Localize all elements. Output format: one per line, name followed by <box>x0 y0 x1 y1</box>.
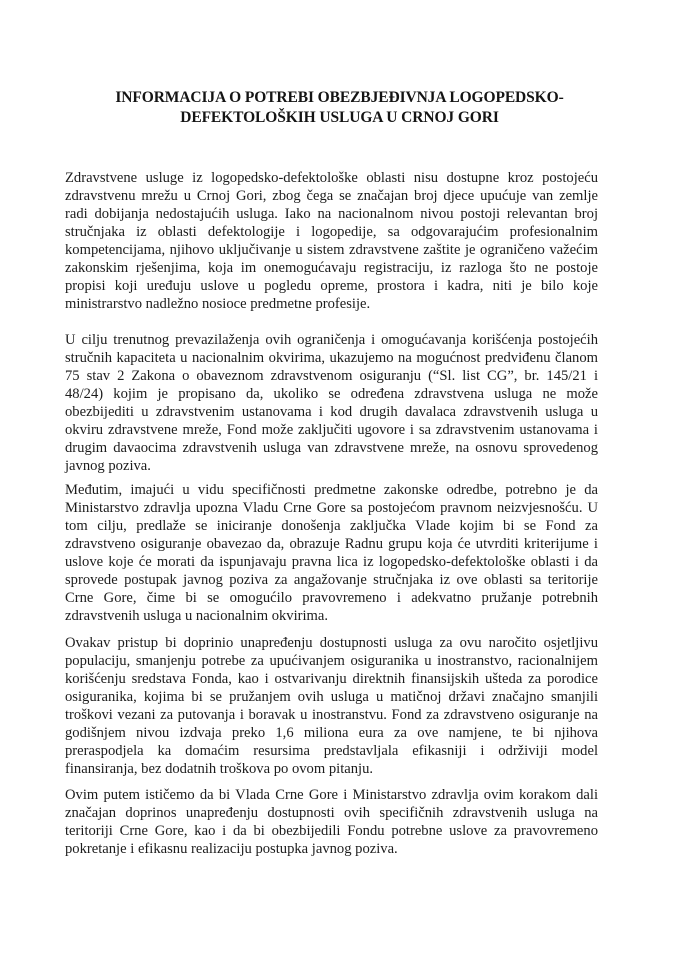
text-line: Zdravstvene usluge iz logopedsko-defektološke oblasti nisu dostupne kroz postojeću <box>65 170 598 186</box>
text-line: Ovakav pristup bi doprinio unapređenju dostupnosti usluga za ovu naročito osjetljivu <box>65 635 598 651</box>
text-line: 48/24) kojim je propisano da, ukoliko se određena zdravstvena usluga ne može <box>65 386 598 402</box>
text-line: Ovim putem ističemo da bi Vlada Crne Gore i Ministarstvo zdravlja ovim korakom dali <box>65 787 598 803</box>
paragraph-5 <box>65 786 598 858</box>
text-line: zdravstveno osiguranje obavezao da, obrazuje Radnu grupu koja će utvrditi kriterijume i <box>65 536 598 552</box>
text-line: teritoriji Crne Gore, kao i da bi obezbijedili Fondu potrebne uslove za pravovremeno <box>65 823 598 839</box>
paragraph-4 <box>65 634 598 778</box>
text-line: obezbijediti u zdravstvenim ustanovama i kod drugih davalaca zdravstvenih usluga u <box>65 404 598 420</box>
text-line: stručnih kapaciteta u nacionalnim okvirima, ukazujemo na mogućnost predviđenu članom <box>65 350 598 366</box>
text-line: okviru zdravstvene mreže, Fond može zaključiti ugovore i sa zdravstvenim ustanovama i <box>65 422 598 438</box>
text-line: Crne Gore, čime bi se omogućilo pravovremeno i adekvatno pružanje potrebnih <box>65 590 598 606</box>
text-line: radi dobijanja nedostajućih usluga. Iako na nacionalnom nivou postoji relevantan broj <box>65 206 598 222</box>
paragraph-3 <box>65 481 598 625</box>
text-line: javnog poziva. <box>65 458 151 474</box>
text-line: Ministarstvo zdravlja upozna Vladu Crne Gore sa postojećom pravnom neizvjesnošću. U <box>65 500 598 516</box>
text-line: propisi koji uređuju uslove u pogledu opreme, prostora i kadra, niti je bilo koje <box>65 278 598 294</box>
text-line: stručnjaka iz oblasti defektologije i logopedije, sa odgovarajućim profesionalnim <box>65 224 598 240</box>
paragraph-2 <box>65 331 598 475</box>
text-line: drugim davaocima zdravstvenih usluga van zdravstvene mreže, na osnovu sprovedenog <box>65 440 598 456</box>
text-line: troškovi vezani za putovanja i boravak u inostranstvu. Fond za zdravstveno osiguranje na <box>65 707 598 723</box>
text-line: Međutim, imajući u vidu specifičnosti predmetne zakonske odredbe, potrebno je da <box>65 482 598 498</box>
text-line: finansiranja, bez dodatnih troškova po ovom pitanju. <box>65 761 374 777</box>
text-line: korišćenju sredstava Fonda, kao i ostvarivanju direktnih finansijskih ušteda za porodice <box>65 671 598 687</box>
text-line: uslove koje će morati da ispunjavaju pravna lica iz logopedsko-defektološke oblasti i da <box>65 554 598 570</box>
title-line-2: DEFEKTOLOŠKIH USLUGA U CRNOJ GORI <box>180 109 499 126</box>
text-line: osiguranika, kojima bi se pružanjem ovih usluga u matičnoj državi značajno smanjili <box>65 689 598 705</box>
paragraph-1 <box>65 169 598 313</box>
text-line: zdravstvenih usluga u nacionalnim okvirima. <box>65 608 329 624</box>
document-title <box>0 88 679 128</box>
text-line: pokretanje i efikasnu realizaciju postupka javnog poziva. <box>65 841 398 857</box>
text-line: kompetencijama, njihovo uključivanje u sistem zdravstvene zaštite je ograničeno važećim <box>65 242 598 258</box>
text-line: ministrarstvo nadležno nosioce predmetne profesije. <box>65 296 371 312</box>
text-line: značajan doprinos unapređenju dostupnosti ovih specifičnih zdravstvenih usluga na <box>65 805 598 821</box>
text-line: tom cilju, predlaže se iniciranje donošenja zaključka Vlade kojim bi se Fond za <box>65 518 598 534</box>
text-line: zakonskim rješenjima, koja im onemogućavaju registraciju, iz razloga što ne postoje <box>65 260 598 276</box>
text-line: preraspodjela ka domaćim resursima predstavljala efikasniji i održiviji model <box>65 743 598 759</box>
text-line: populaciju, smanjenju potrebe za upućivanjem osiguranika u inostranstvo, racionalnijem <box>65 653 598 669</box>
text-line: godišnjem nivou izdvaja preko 1,6 miliona eura za ove namjene, te bi njihova <box>65 725 598 741</box>
text-line: zdravstvenu mrežu u Crnoj Gori, zbog čega se značajan broj djece upućuje van zemlje <box>65 188 598 204</box>
text-line: sprovede postupak javnog poziva za angažovanje stručnjaka iz ove oblasti sa teritorije <box>65 572 598 588</box>
title-line-1: INFORMACIJA O POTREBI OBEZBJEĐIVNJA LOGOPEDSKO- <box>115 89 564 106</box>
text-line: 75 stav 2 Zakona o obaveznom zdravstvenom osiguranju (“Sl. list CG”, br. 145/21 i <box>65 368 598 384</box>
text-line: U cilju trenutnog prevazilaženja ovih ograničenja i omogućavanja korišćenja postojećih <box>65 332 598 348</box>
